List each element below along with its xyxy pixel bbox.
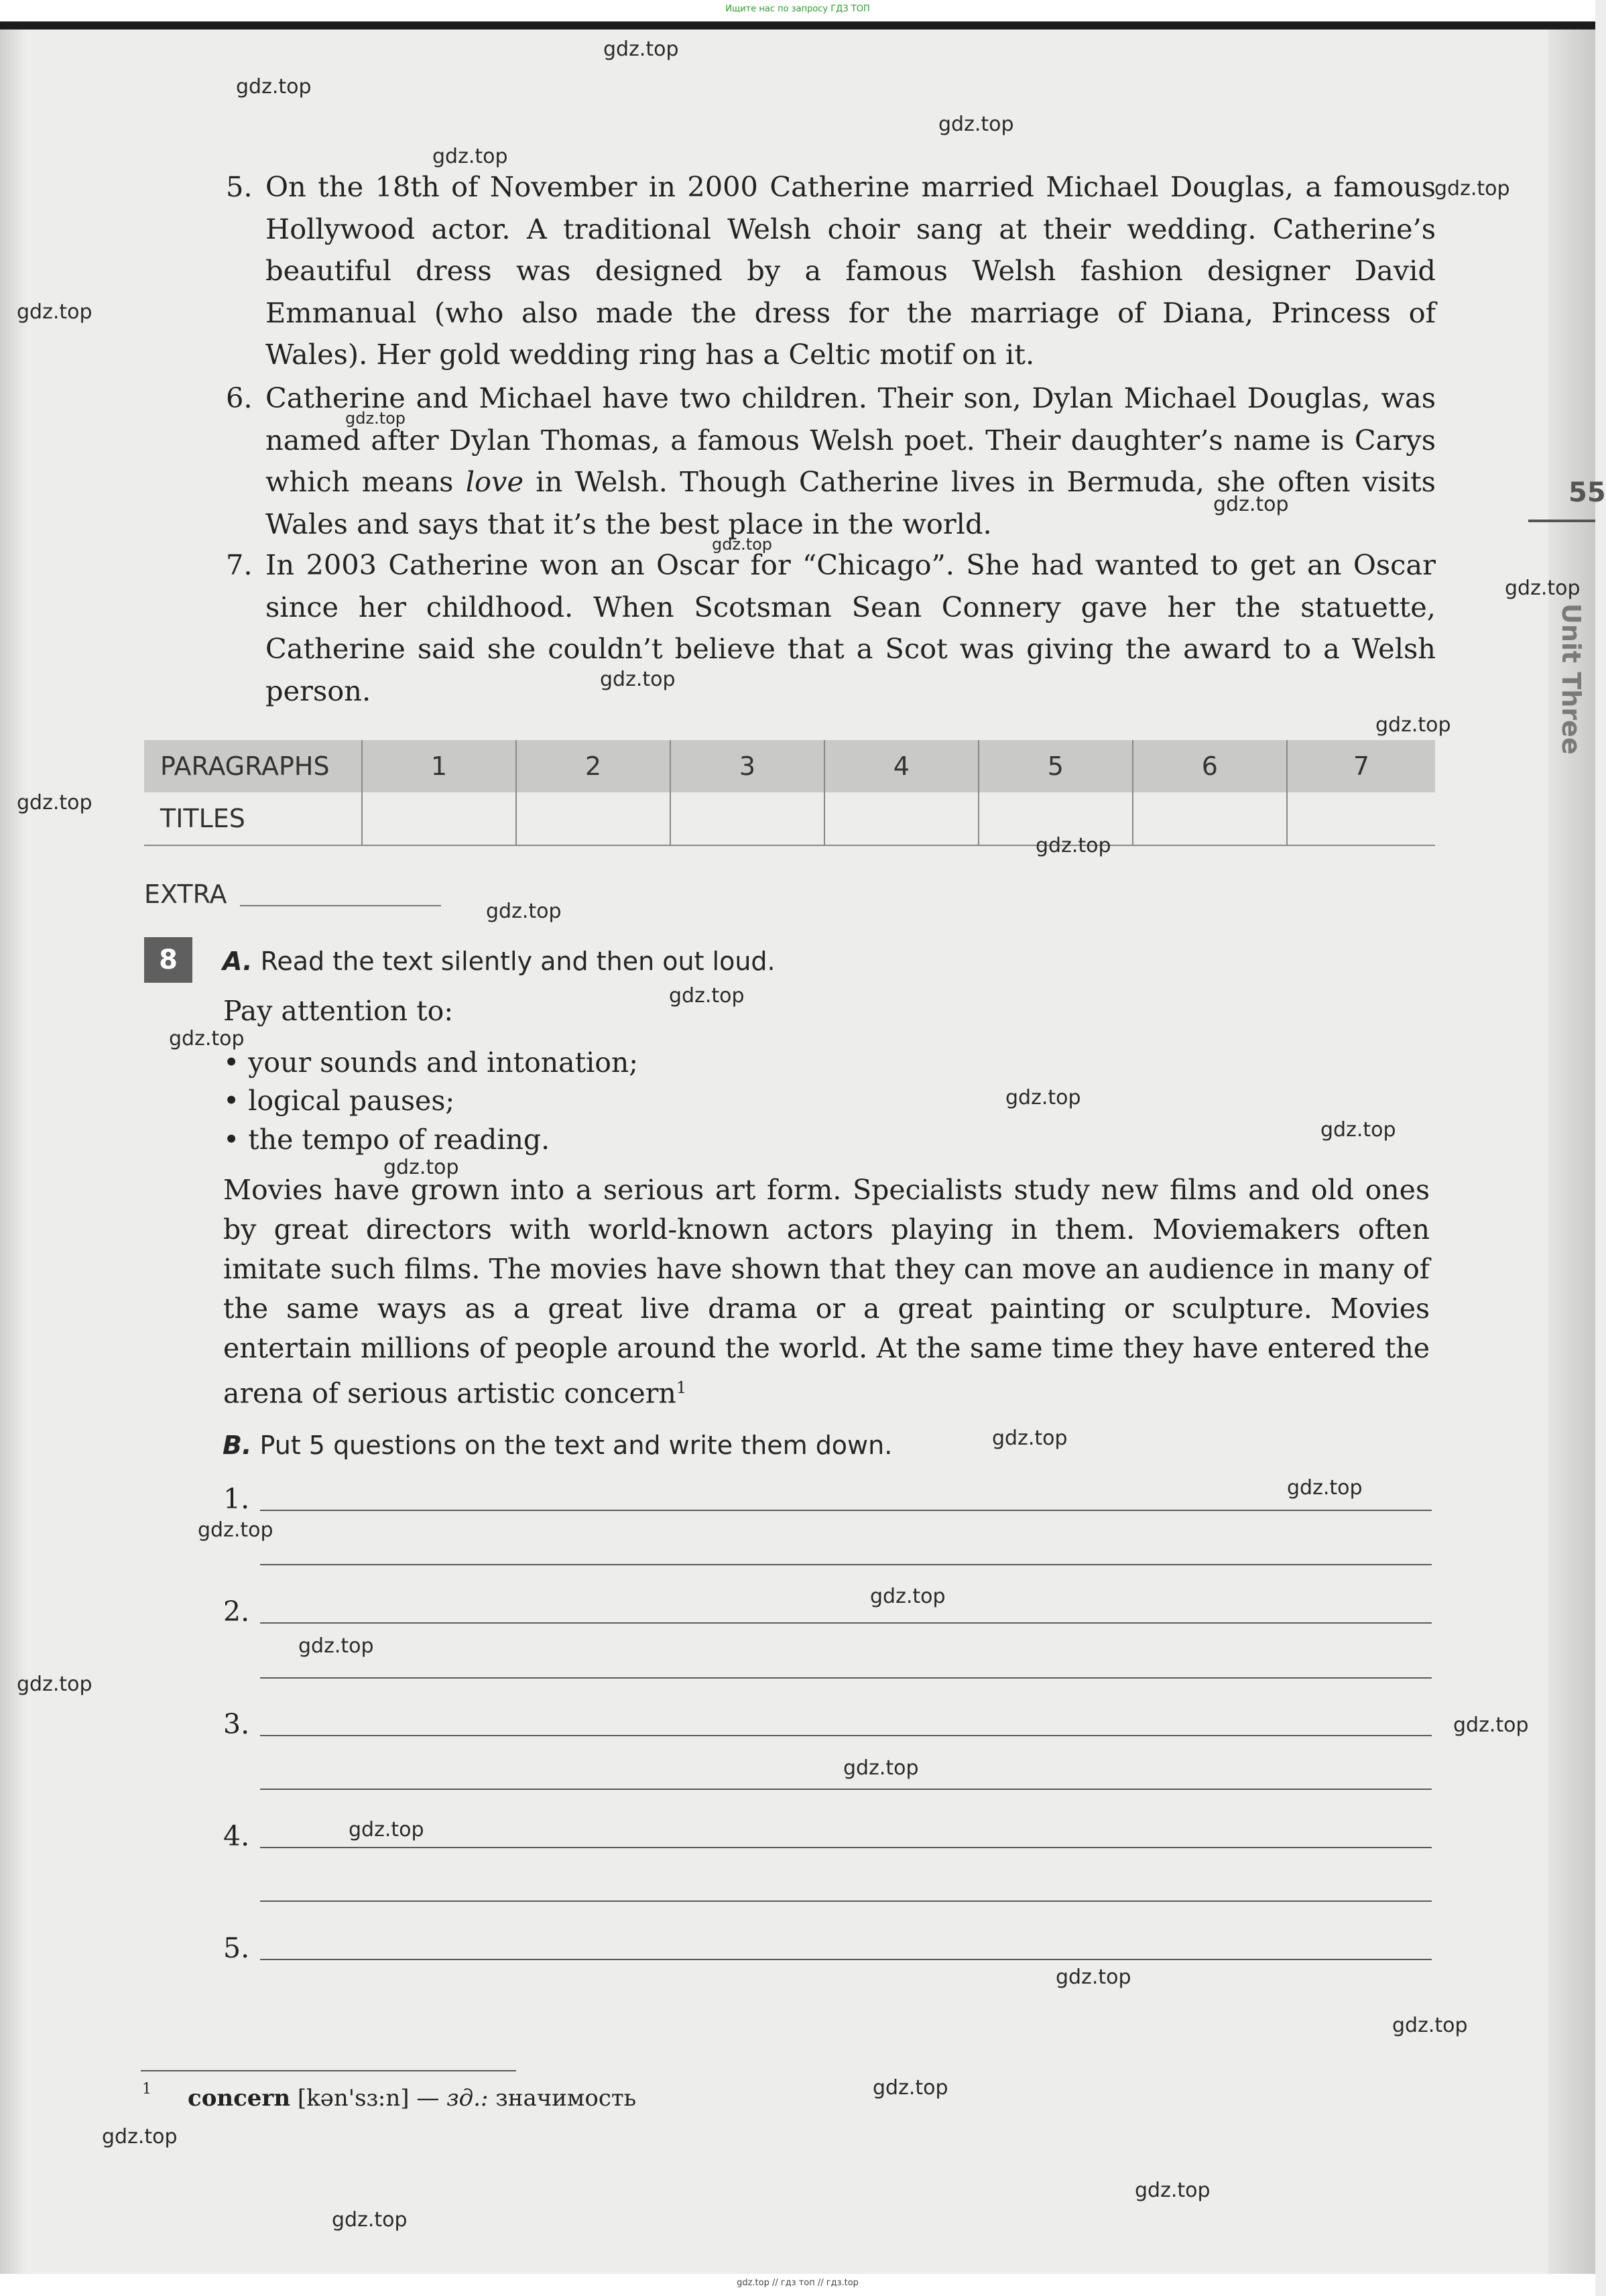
paragraph-text-part: Catherine and Michael have two children. Their son, Dylan Michael Douglas, was named after Dylan Thomas, a famous Welsh poet. Their daughter’s name is Carys which means xyxy=(265,381,1436,498)
watermark: gdz.top xyxy=(1453,1713,1529,1737)
question-number: 5. xyxy=(223,1932,250,1964)
paragraphs-titles-table xyxy=(144,740,1435,846)
question-number: 2. xyxy=(223,1595,250,1628)
paragraph-text: On the 18th of November in 2000 Catherine married Michael Douglas, a famous Hollywood actor. A traditional Welsh choir sang at their wedding. Catherine’s beautiful dress was designed by a famous Welsh fashion designer David Emmanual (who also made the dress for the marriage of Diana, Princess of Wales). Her gold wedding ring has a Celtic motif on it. xyxy=(265,170,1436,371)
column-header: 5 xyxy=(979,740,1133,792)
footnote-translation: значимость xyxy=(495,2085,637,2112)
watermark: gdz.top xyxy=(1005,1086,1081,1109)
attention-heading: Pay attention to: xyxy=(223,995,454,1027)
watermark: gdz.top xyxy=(1434,177,1510,200)
footnote-ref: 1 xyxy=(676,1378,687,1397)
task-letter: B. xyxy=(223,1431,252,1460)
watermark: gdz.top xyxy=(1135,2179,1211,2202)
answer-line[interactable] xyxy=(260,1510,1432,1511)
answer-line[interactable] xyxy=(260,1789,1432,1790)
task-letter: A. xyxy=(223,947,253,976)
watermark: gdz.top xyxy=(169,1027,245,1050)
watermark: gdz.top xyxy=(345,409,406,428)
footer-note: gdz.top // гдз топ // гдз.top xyxy=(737,2278,859,2288)
paragraph-number: 6. xyxy=(226,381,253,414)
watermark: gdz.top xyxy=(669,984,745,1008)
watermark: gdz.top xyxy=(1505,577,1581,600)
watermark: gdz.top xyxy=(938,113,1014,136)
column-header: 1 xyxy=(362,740,516,792)
column-header: 3 xyxy=(670,740,824,792)
footnote-dash: — xyxy=(416,2085,440,2112)
answer-line[interactable] xyxy=(260,1959,1432,1960)
answer-cell[interactable] xyxy=(1133,792,1287,845)
footnote-word: concern xyxy=(188,2085,291,2112)
watermark: gdz.top xyxy=(1213,493,1289,516)
paragraph-number: 5. xyxy=(226,170,253,203)
footnote-transcription: [kən'sɜ:n] xyxy=(297,2085,410,2112)
page-number: 55 xyxy=(1568,477,1606,508)
watermark: gdz.top xyxy=(870,1585,946,1608)
watermark: gdz.top xyxy=(236,75,312,99)
footnote-mark: 1 xyxy=(142,2081,151,2098)
question-number: 3. xyxy=(223,1708,250,1740)
page-number-rule xyxy=(1528,520,1595,522)
watermark: gdz.top xyxy=(17,791,92,814)
answer-line[interactable] xyxy=(260,1847,1432,1848)
page-right-shadow xyxy=(1548,29,1595,2274)
bullet-item: • the tempo of reading. xyxy=(223,1124,550,1156)
column-header: 4 xyxy=(824,740,979,792)
reading-text xyxy=(223,1170,1430,1414)
table-row xyxy=(144,740,1435,792)
answer-line[interactable] xyxy=(260,1622,1432,1624)
watermark: gdz.top xyxy=(486,900,562,923)
bullet-item: • logical pauses; xyxy=(223,1085,455,1117)
top-border-line xyxy=(0,21,1595,29)
answer-cell[interactable] xyxy=(362,792,516,845)
paragraph-italic-word: love xyxy=(465,465,524,498)
page-left-shadow xyxy=(0,29,27,2274)
watermark: gdz.top xyxy=(1392,2014,1468,2037)
question-number: 4. xyxy=(223,1820,250,1852)
paragraph-5 xyxy=(226,166,1436,376)
watermark: gdz.top xyxy=(17,300,92,324)
watermark: gdz.top xyxy=(1036,834,1111,857)
task-a xyxy=(223,947,776,976)
answer-cell[interactable] xyxy=(1287,792,1435,845)
watermark: gdz.top xyxy=(349,1818,424,1841)
watermark: gdz.top xyxy=(1320,1118,1396,1142)
watermark: gdz.top xyxy=(603,38,679,61)
answer-cell[interactable] xyxy=(516,792,670,845)
watermark: gdz.top xyxy=(102,2125,178,2149)
column-header: 7 xyxy=(1287,740,1435,792)
paragraph-text-part: in Welsh. Though Catherine lives in Bermuda, she often visits Wales and says that it’s the best place in the world. xyxy=(265,465,1436,540)
footnote-abbr: зд.: xyxy=(446,2085,489,2112)
task-text: Put 5 questions on the text and write them down. xyxy=(259,1431,893,1460)
reading-text-body: Movies have grown into a serious art form. Specialists study new films and old ones by great directors with world-known actors playing in them. Moviemakers often imitate such films. The movies have shown that they can move an audience in many of the same ways as a great live drama or a great painting or sculpture. Movies entertain millions of people around the world. At the same time they have entered the arena of serious artistic concern xyxy=(223,1174,1430,1410)
watermark: gdz.top xyxy=(600,668,676,691)
watermark: gdz.top xyxy=(712,535,773,554)
extra-label: EXTRA xyxy=(144,880,227,909)
column-header: 6 xyxy=(1133,740,1287,792)
task-text: Read the text silently and then out loud. xyxy=(260,947,776,976)
paragraph-number: 7. xyxy=(226,548,253,581)
watermark: gdz.top xyxy=(332,2208,408,2232)
answer-cell[interactable] xyxy=(670,792,824,845)
exercise-number-badge: 8 xyxy=(144,937,192,983)
answer-line[interactable] xyxy=(260,1900,1432,1902)
watermark: gdz.top xyxy=(198,1518,273,1542)
watermark: gdz.top xyxy=(992,1427,1068,1450)
row-label: PARAGRAPHS xyxy=(144,740,362,792)
watermark: gdz.top xyxy=(383,1156,459,1179)
header-note: Ищите нас по запросу ГДЗ ТОП xyxy=(725,4,870,14)
column-header: 2 xyxy=(516,740,670,792)
paragraph-text: In 2003 Catherine won an Oscar for “Chicago”. She had wanted to get an Oscar since her childhood. When Scotsman Sean Connery gave her the statuette, Catherine said she couldn’t believe that a Scot was giving the award to a Welsh person. xyxy=(265,548,1436,707)
unit-tab: Unit Three xyxy=(1556,603,1586,755)
watermark: gdz.top xyxy=(1287,1476,1363,1500)
footnote-rule xyxy=(141,2070,516,2071)
footnote-text xyxy=(188,2085,636,2112)
answer-line[interactable] xyxy=(260,1735,1432,1736)
answer-line[interactable] xyxy=(260,1677,1432,1679)
watermark: gdz.top xyxy=(873,2076,948,2100)
watermark: gdz.top xyxy=(432,145,508,168)
watermark: gdz.top xyxy=(843,1756,919,1780)
answer-cell[interactable] xyxy=(824,792,979,845)
paragraph-7 xyxy=(226,544,1436,712)
extra-answer-line[interactable] xyxy=(240,905,441,906)
paragraph-6 xyxy=(226,377,1436,545)
watermark: gdz.top xyxy=(1375,713,1451,737)
watermark: gdz.top xyxy=(17,1673,92,1696)
task-b xyxy=(223,1431,892,1460)
answer-line[interactable] xyxy=(260,1564,1432,1565)
paragraph-text xyxy=(265,377,1436,545)
watermark: gdz.top xyxy=(1056,1966,1131,1989)
question-number: 1. xyxy=(223,1483,250,1515)
row-label: TITLES xyxy=(144,792,362,845)
watermark: gdz.top xyxy=(298,1634,374,1658)
table-row xyxy=(144,792,1435,845)
bullet-item: • your sounds and intonation; xyxy=(223,1046,639,1079)
